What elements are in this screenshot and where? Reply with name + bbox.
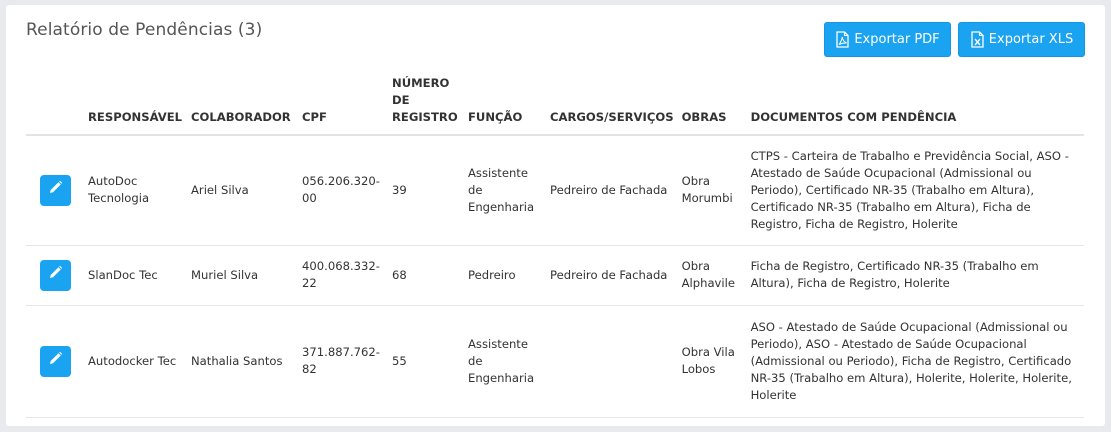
cell-documentos: Ficha de Registro, Certificado NR-35 (Trabalho em Altura), Ficha de Registro, Holerite [747, 245, 1084, 305]
table-row [26, 245, 1084, 305]
cell-cpf: 056.206.320-00 [298, 135, 388, 245]
cell-registro: 55 [388, 305, 464, 417]
cell-funcao: Pedreiro [464, 245, 546, 305]
edit-row-button[interactable] [40, 175, 71, 206]
column-header-registro-line2: DE [392, 93, 410, 107]
table-row [26, 305, 1084, 417]
pending-report-table [26, 74, 1084, 418]
column-header-responsavel: RESPONSÁVEL [84, 74, 187, 135]
xls-file-icon [970, 31, 985, 48]
pencil-icon [48, 180, 63, 200]
page-title: Relatório de Pendências (3) [26, 20, 263, 40]
cell-obras: Obra Morumbi [678, 135, 747, 245]
table-row [26, 135, 1084, 245]
export-pdf-button[interactable] [824, 22, 951, 57]
cell-responsavel: Autodocker Tec [84, 305, 187, 417]
table-header-row [26, 74, 1084, 135]
pencil-icon [48, 351, 63, 371]
cell-registro: 39 [388, 135, 464, 245]
column-header-cpf: CPF [298, 74, 388, 135]
cell-colaborador: Muriel Silva [187, 245, 298, 305]
cell-cargos: Pedreiro de Fachada [546, 135, 678, 245]
column-header-registro-line1: NÚMERO [392, 76, 450, 90]
cell-funcao: Assistente de Engenharia [464, 305, 546, 417]
column-header-registro-line3: REGISTRO [392, 110, 458, 124]
cell-responsavel: AutoDoc Tecnologia [84, 135, 187, 245]
cell-documentos: CTPS - Carteira de Trabalho e Previdência Social, ASO - Atestado de Saúde Ocupacional (Admissional ou Periodo), Certificado NR-35 (Trabalho em Altura), Certificado NR-35 (Trabalho em Altura), Ficha de Registro, Ficha de Registro, Holerite [747, 135, 1084, 245]
edit-row-button[interactable] [40, 260, 71, 291]
cell-cpf: 371.887.762-82 [298, 305, 388, 417]
export-xls-label: Exportar XLS [988, 32, 1074, 47]
cell-obras: Obra Alphavile [678, 245, 747, 305]
cell-obras: Obra Vila Lobos [678, 305, 747, 417]
pencil-icon [48, 265, 63, 285]
column-header-actions [26, 74, 84, 135]
column-header-funcao: FUNÇÃO [464, 74, 546, 135]
column-header-registro [388, 74, 464, 135]
export-xls-button[interactable] [958, 22, 1085, 57]
cell-cargos [546, 305, 678, 417]
edit-row-button[interactable] [40, 346, 71, 377]
cell-cargos: Pedreiro de Fachada [546, 245, 678, 305]
cell-cpf: 400.068.332-22 [298, 245, 388, 305]
column-header-obras: OBRAS [678, 74, 747, 135]
column-header-documentos: DOCUMENTOS COM PENDÊNCIA [747, 74, 1084, 135]
column-header-colaborador: COLABORADOR [187, 74, 298, 135]
cell-responsavel: SlanDoc Tec [84, 245, 187, 305]
cell-colaborador: Nathalia Santos [187, 305, 298, 417]
report-card [6, 5, 1105, 426]
cell-colaborador: Ariel Silva [187, 135, 298, 245]
cell-funcao: Assistente de Engenharia [464, 135, 546, 245]
column-header-cargos: CARGOS/SERVIÇOS [546, 74, 678, 135]
cell-registro: 68 [388, 245, 464, 305]
export-pdf-label: Exportar PDF [854, 32, 940, 47]
pdf-file-icon [835, 31, 850, 48]
cell-documentos: ASO - Atestado de Saúde Ocupacional (Admissional ou Periodo), ASO - Atestado de Saúde Ocupacional (Admissional ou Periodo), Ficha de Registro, Certificado NR-35 (Trabalho em Altura), Holerite, Holerite, Holerite, Holerite [747, 305, 1084, 417]
